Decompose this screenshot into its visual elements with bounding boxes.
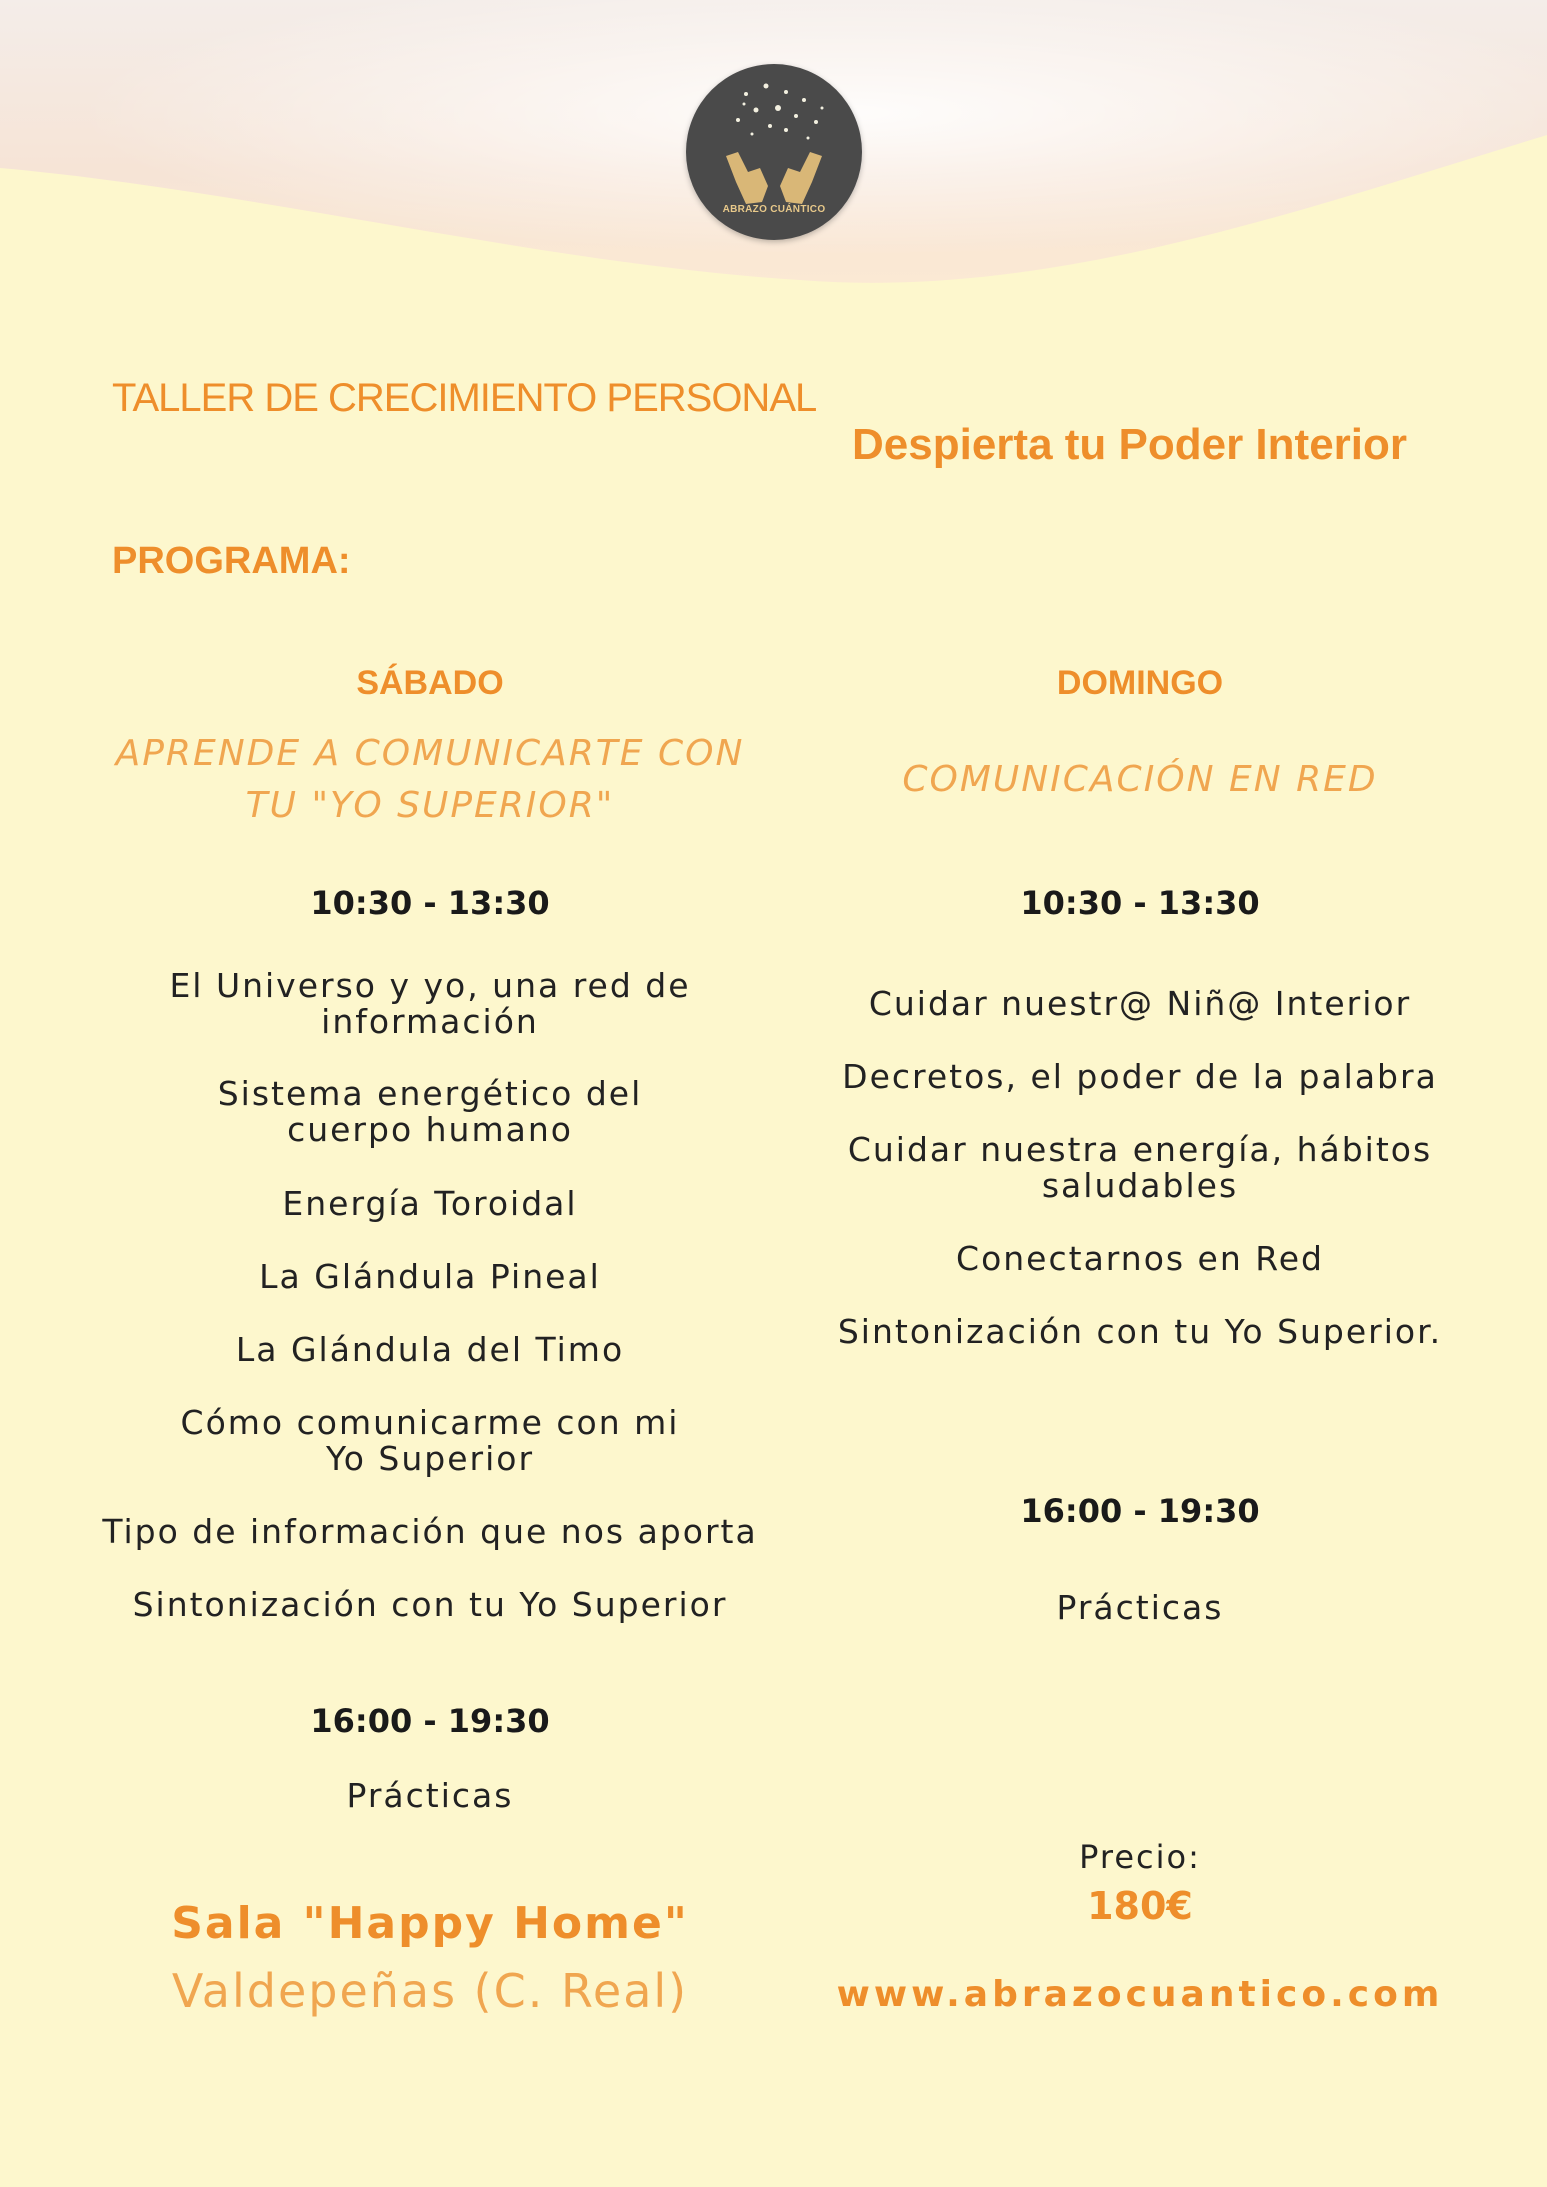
saturday-afternoon-time: 16:00 - 19:30 <box>310 1702 550 1740</box>
venue-city: Valdepeñas (C. Real) <box>171 1964 689 2018</box>
list-item <box>800 986 1480 1022</box>
list-item-line: Conectarnos en Red <box>956 1239 1324 1278</box>
saturday-theme <box>90 728 770 832</box>
list-item-line: Cómo comunicarme con mi <box>180 1403 680 1442</box>
saturday-day <box>90 664 770 703</box>
abrazo-cuantico-logo <box>686 64 862 240</box>
list-item-line: saludables <box>1041 1166 1239 1205</box>
list-item-line: Energía Toroidal <box>282 1184 578 1223</box>
list-item-line: información <box>321 1002 539 1041</box>
saturday-theme-line2: TU "YO SUPERIOR" <box>245 785 615 826</box>
list-item-line: La Glándula del Timo <box>235 1330 625 1369</box>
sunday-day <box>800 664 1480 703</box>
venue-name: Sala "Happy Home" <box>171 1898 689 1949</box>
list-item <box>800 1132 1480 1204</box>
program-label: PROGRAMA: <box>112 540 351 582</box>
list-item-line: Cuidar nuestra energía, hábitos <box>847 1130 1433 1169</box>
saturday-day-label: SÁBADO <box>356 664 504 702</box>
list-item-line: Sintonización con tu Yo Superior <box>132 1585 728 1624</box>
sunday-morning-time: 10:30 - 13:30 <box>1020 884 1260 922</box>
list-item-line: Tipo de información que nos aporta <box>102 1512 758 1551</box>
list-item <box>90 968 770 1040</box>
list-item <box>90 1405 770 1477</box>
sunday-afternoon-time: 16:00 - 19:30 <box>1020 1492 1260 1530</box>
saturday-afternoon-item: Prácticas <box>346 1776 514 1815</box>
list-item <box>90 1332 770 1368</box>
workshop-subtitle: TALLER DE CRECIMIENTO PERSONAL <box>112 376 817 420</box>
list-item <box>800 1059 1480 1095</box>
list-item <box>90 1259 770 1295</box>
list-item <box>800 1314 1480 1350</box>
logo-text: ABRAZO CUÁNTICO <box>722 204 826 215</box>
list-item <box>90 1186 770 1222</box>
list-item-line: Cuidar nuestr@ Niñ@ Interior <box>868 984 1412 1023</box>
list-item-line: cuerpo humano <box>287 1110 573 1149</box>
sunday-theme: COMUNICACIÓN EN RED <box>902 759 1378 800</box>
list-item-line: Yo Superior <box>325 1439 535 1478</box>
saturday-theme-line1: APRENDE A COMUNICARTE CON <box>115 733 745 774</box>
list-item <box>90 1076 770 1148</box>
saturday-morning-time: 10:30 - 13:30 <box>310 884 550 922</box>
list-item <box>90 1587 770 1623</box>
list-item <box>90 1514 770 1550</box>
list-item-line: La Glándula Pineal <box>259 1257 601 1296</box>
workshop-title: Despierta tu Poder Interior <box>852 420 1408 469</box>
list-item-line: El Universo y yo, una red de <box>169 966 691 1005</box>
sunday-day-label: DOMINGO <box>1056 664 1224 702</box>
price-value: 180€ <box>1087 1884 1193 1928</box>
list-item-line: Sintonización con tu Yo Superior. <box>837 1312 1443 1351</box>
website-link[interactable]: www.abrazocuantico.com <box>836 1974 1444 2015</box>
list-item <box>800 1241 1480 1277</box>
list-item-line: Decretos, el poder de la palabra <box>842 1057 1438 1096</box>
list-item-line: Sistema energético del <box>217 1074 643 1113</box>
sunday-afternoon-item: Prácticas <box>1056 1588 1224 1627</box>
price-label: Precio: <box>1079 1838 1201 1876</box>
